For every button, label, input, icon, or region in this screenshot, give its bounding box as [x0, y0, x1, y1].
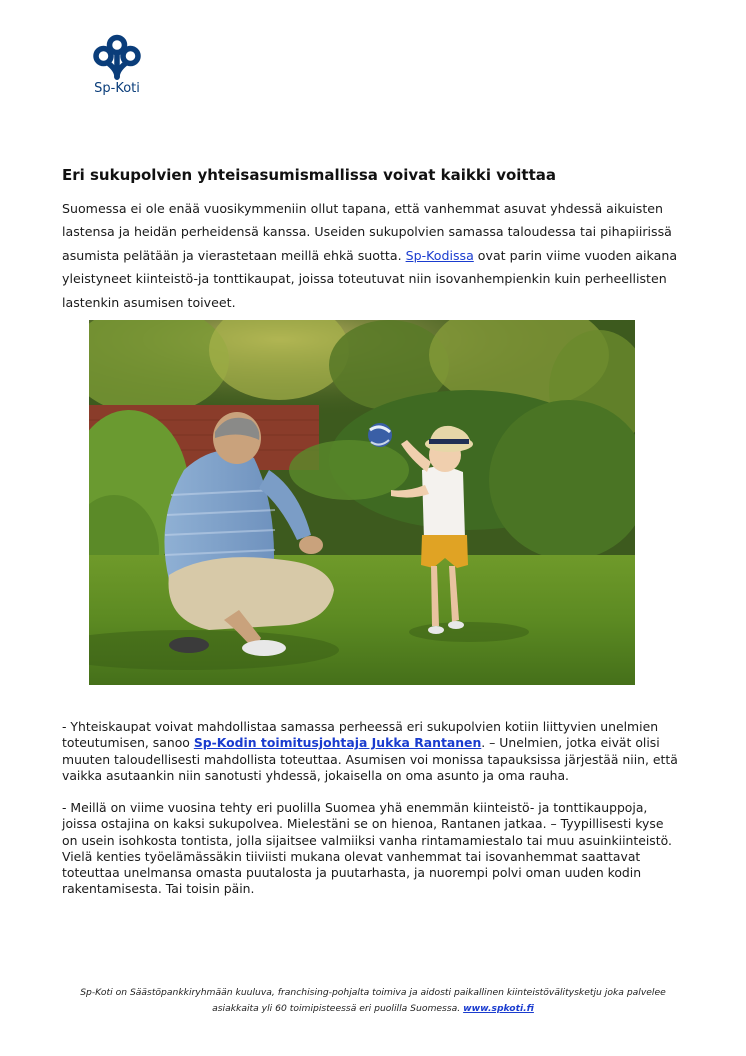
sp-kodissa-link[interactable]: Sp-Kodissa — [405, 247, 474, 263]
paragraph-1 — [62, 719, 682, 784]
intro-paragraph — [62, 197, 682, 314]
intro-text-start: Suomessa ei ole enää vuosikymmeniin ollut tapana, että vanhemmat asuvat yhdessä aikuisten lastensa ja heidän perheidensä kanssa. Useiden sukupolvien samassa taloudessa tai pihapiirissä asumista pelätään ja vierastetaan meillä ehkä suotta. — [62, 201, 672, 263]
paragraph-2: - Meillä on viime vuosina tehty eri puolilla Suomea yhä enemmän kiinteistö- ja tonttikauppoja, joissa ostajina on kaksi sukupolvea. Mielestäni se on hienoa, Rantanen jatkaa. – Tyypillisesti kyse on usein isohkosta tontista, jolla sijaitsee valmiiksi vanha rintamamiestalo tai muu asuinkiinteistö. Vielä kenties työelämässäkin tiiviisti mukana olevat vanhemmat tai isovanhemmat saattavat toteuttaa unelmansa omasta puutalosta ja puutarhasta, ja nuorempi polvi oman uuden kodin rakentamisesta. Tai toisin päin. — [62, 800, 672, 897]
grandfather-child-garden-photo — [89, 320, 635, 685]
footer — [60, 985, 686, 1016]
footer-text: Sp-Koti on Säästöpankkiryhmään kuuluva, franchising-pohjalta toimiva ja aidosti paikallinen kiinteistövälitysketju joka palvelee asiakkaita yli 60 toimipisteessä eri puolilla Suomessa. — [80, 987, 666, 1014]
sp-koti-logo — [82, 34, 152, 96]
ceo-link[interactable]: Sp-Kodin toimitusjohtaja Jukka Rantanen — [193, 735, 482, 751]
website-link[interactable]: www.spkoti.fi — [463, 1002, 534, 1014]
paragraph-1-start: - Yhteiskaupat voivat mahdollistaa samassa perheessä eri sukupolvien kotiin liittyvien unelmien toteutumisen, sanoo — [62, 719, 659, 751]
paragraph-1-end: . – Unelmien, jotka eivät olisi muuten taloudellisesti mahdollista toteuttaa. Asumisen voi monissa tapauksissa järjestää niin, että vaikka asutaankin niin sanotusti yhdessä, jokaisella on oma asunto ja oma rauha. — [62, 735, 678, 783]
tree-logo-icon — [91, 34, 143, 80]
article-photo — [89, 320, 635, 685]
logo-text: Sp-Koti — [94, 81, 140, 96]
article-title: Eri sukupolvien yhteisasumismallissa voivat kaikki voittaa — [62, 166, 557, 184]
intro-text-end: ovat parin viime vuoden aikana yleistyneet kiinteistö-ja tonttikaupat, joissa toteutuvat niin isovanhempienkin kuin perheellisten lastenkin asumisen toiveet. — [62, 247, 678, 310]
